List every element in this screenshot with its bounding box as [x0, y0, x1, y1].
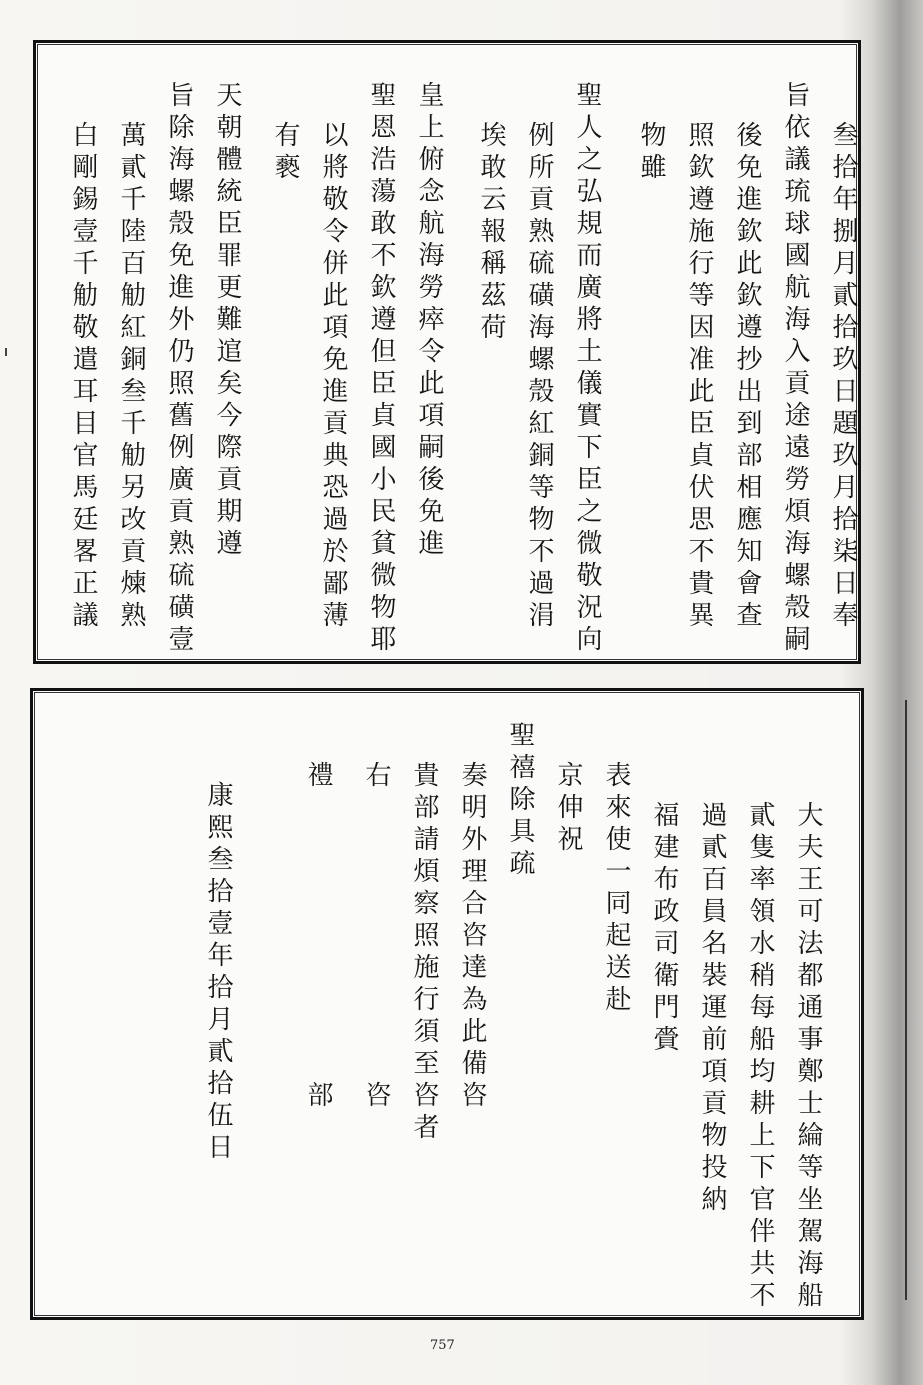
- text-column: 以將敬令併此項免進貢典恐過於鄙薄: [318, 121, 348, 633]
- text-column: 萬貳千陸百觔紅銅叁千觔另改貢煉熟: [116, 121, 146, 633]
- text-column: 物雖: [636, 121, 666, 185]
- top-text-panel: [33, 40, 861, 664]
- text-column: 聖禧除具疏: [505, 721, 535, 881]
- text-column: 過貳百員名裝運前項貢物投納: [697, 801, 727, 1217]
- text-column: 埃敢云報稱茲荷: [476, 121, 506, 345]
- text-column: 天朝體統臣罪更難逭矣今際貢期遵: [212, 81, 242, 561]
- bottom-text-panel: [30, 688, 864, 1320]
- text-column: 例所貢熟硫磺海螺殼紅銅等物不過涓: [524, 121, 554, 633]
- text-column: 旨依議琉球國航海入貢途遠勞煩海螺殼嗣: [780, 81, 810, 657]
- text-column: 皇上俯念航海勞瘁令此項嗣後免進: [414, 81, 444, 561]
- page-number: 757: [430, 1338, 455, 1353]
- adjacent-page-edge: [905, 700, 921, 1300]
- text-column: 照欽遵施行等因准此臣貞伏思不貴異: [684, 121, 714, 633]
- text-column: 福建布政司衛門賫: [649, 801, 679, 1057]
- text-column: 有褻: [270, 121, 300, 185]
- text-column: 聖恩浩蕩敢不欽遵但臣貞國小民貧微物耶: [366, 81, 396, 657]
- text-column: 貴部請煩察照施行須至咨者: [409, 761, 439, 1145]
- text-column: 右 咨: [361, 761, 391, 1113]
- text-column: 叁拾年捌月貳拾玖日題玖月拾柒日奉: [828, 121, 858, 633]
- text-column: 旨除海螺殼免進外仍照舊例廣貢熟硫磺壹: [164, 81, 194, 657]
- text-column: 貳隻率領水稍每船均耕上下官伴共不: [745, 801, 775, 1313]
- text-column: 奏明外理合咨達為此備咨: [457, 761, 487, 1113]
- text-column: 大夫王可法都通事鄭士綸等坐駕海船: [793, 801, 823, 1313]
- scan-mark: [5, 348, 7, 356]
- text-column: 表來使一同起送赴: [601, 761, 631, 1017]
- text-column: 後免進欽此欽遵抄出到部相應知會查: [732, 121, 762, 633]
- text-column: 聖人之弘規而廣將土儀實下臣之微敬況向: [572, 81, 602, 657]
- text-column: 禮 部: [303, 761, 333, 1113]
- text-column: 京伸祝: [553, 761, 583, 857]
- text-column: 白剛錫壹千觔敬遣耳目官馬廷畧正議: [68, 121, 98, 633]
- text-column: 康熙叁拾壹年拾月貳拾伍日: [203, 781, 233, 1165]
